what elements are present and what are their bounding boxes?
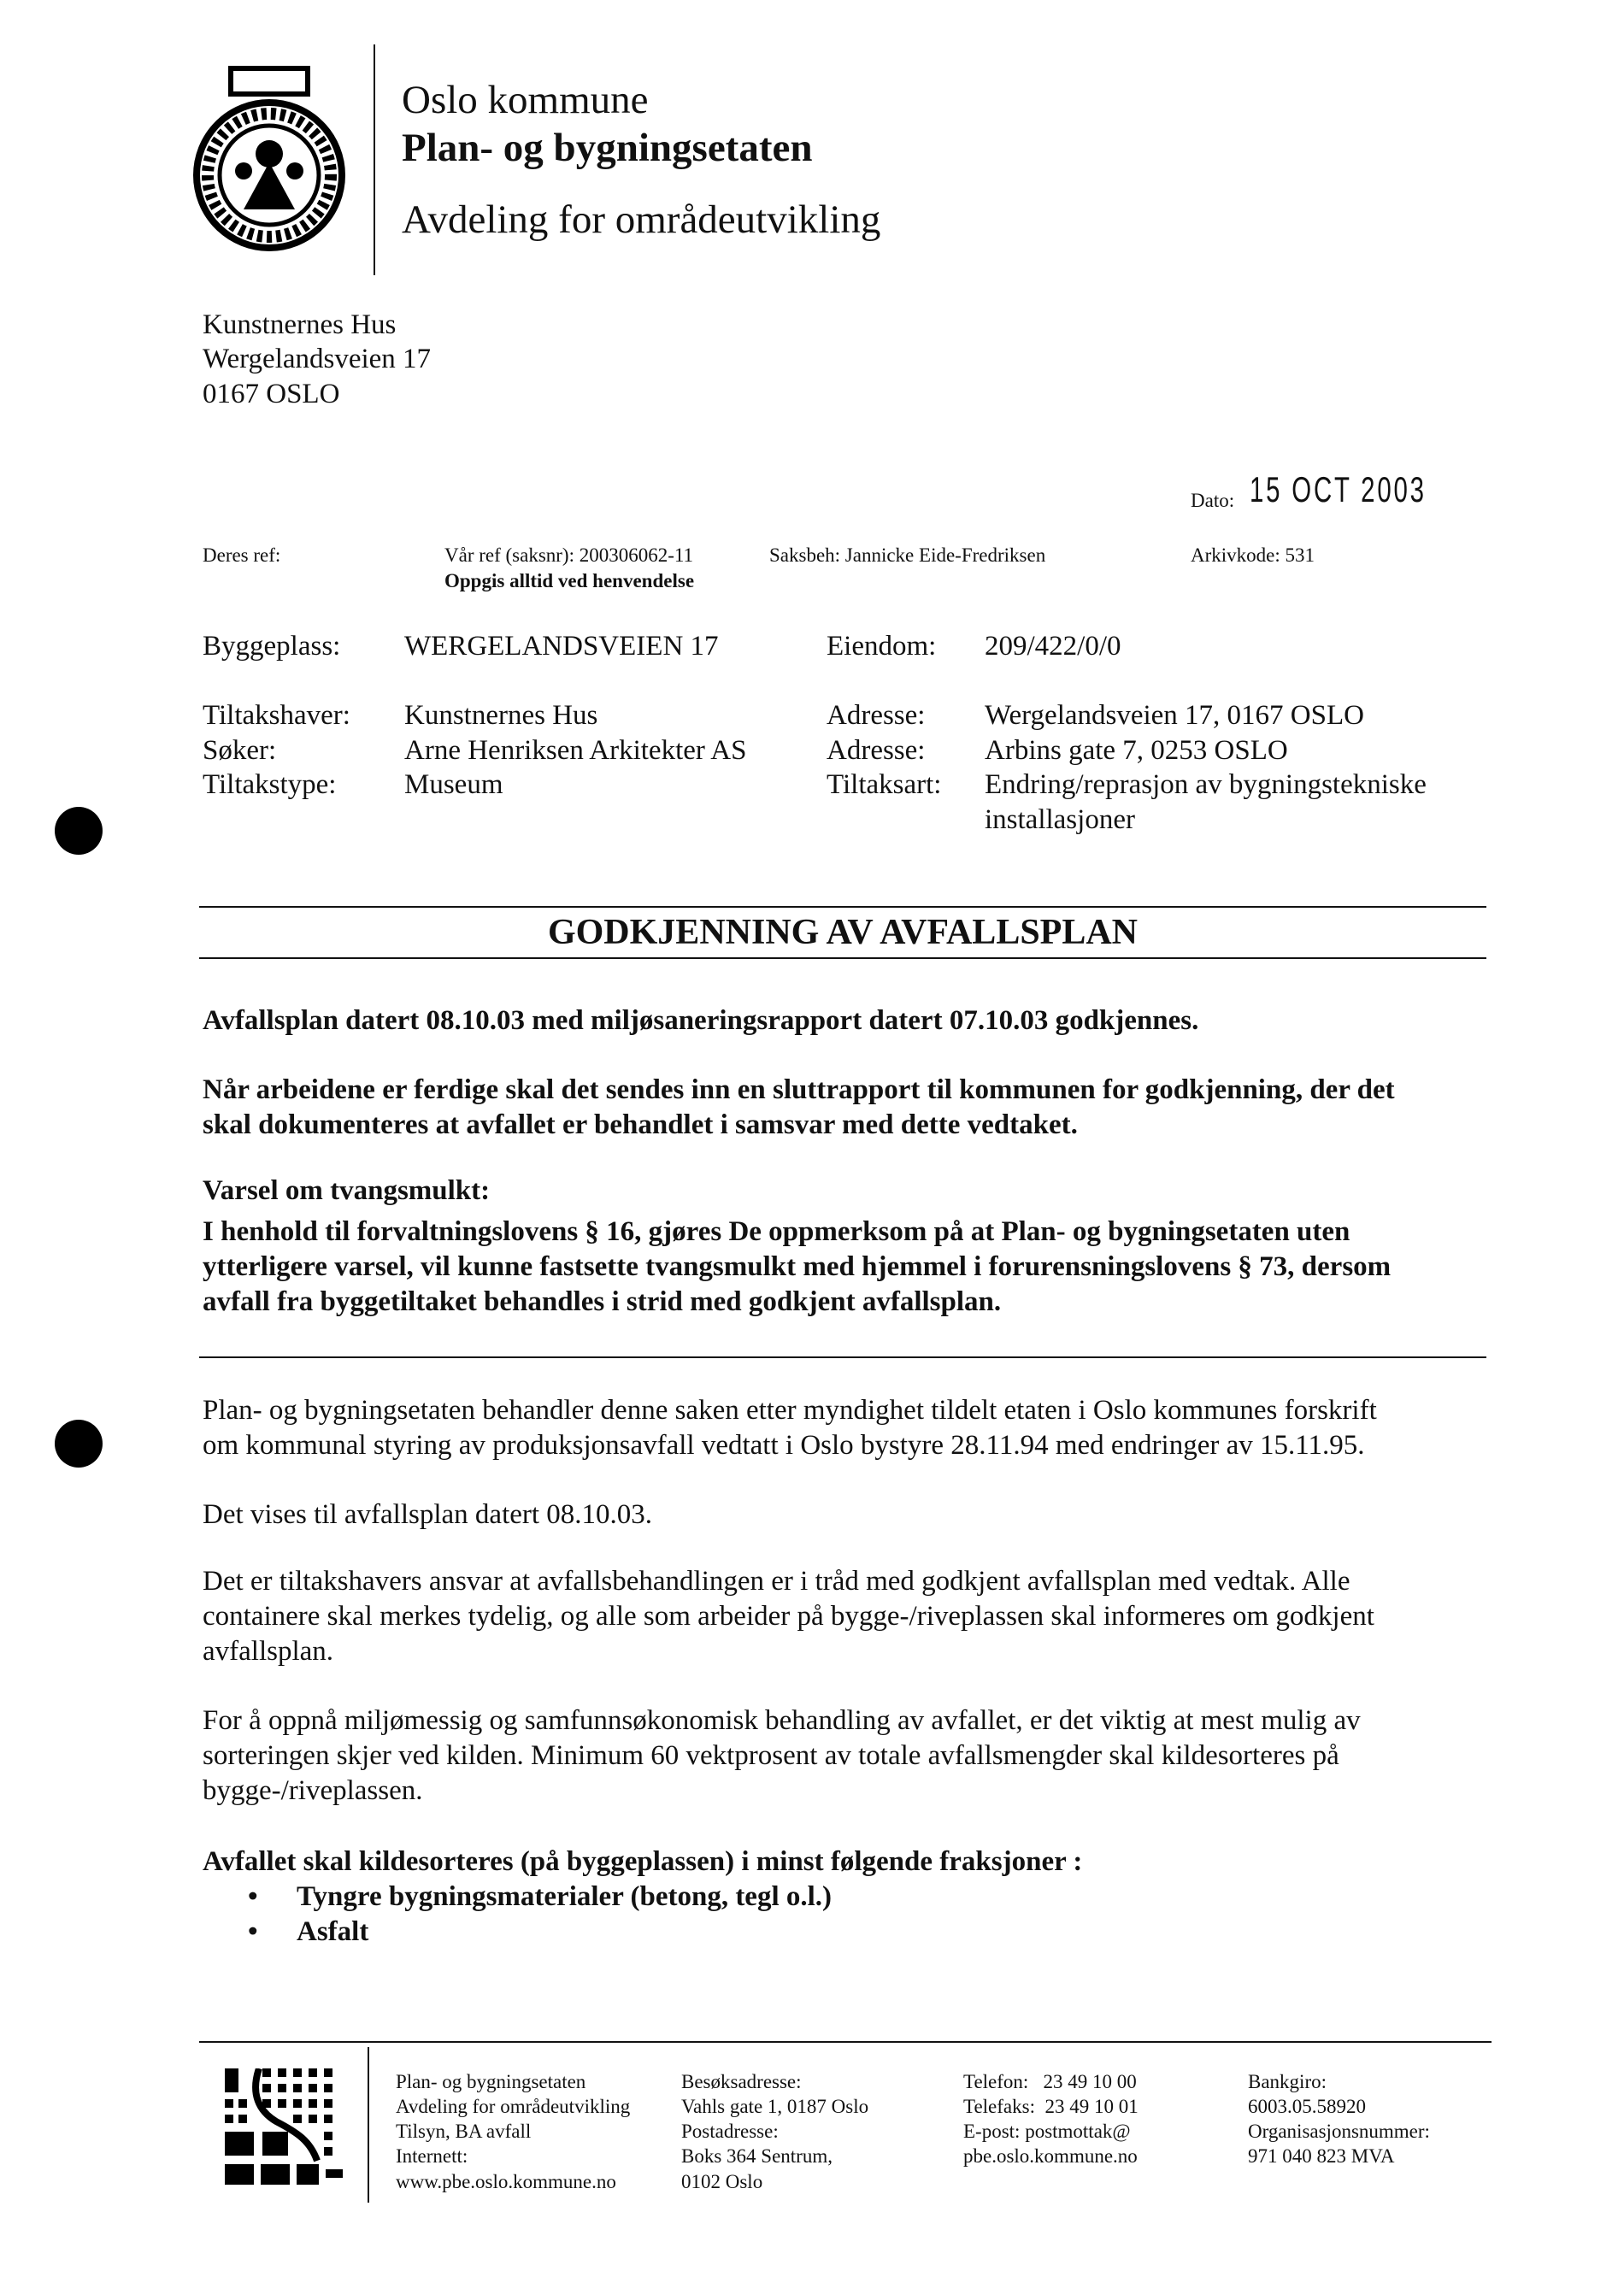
bullet-icon: • bbox=[248, 1881, 258, 1912]
footer-text: Organisasjonsnummer: bbox=[1248, 2121, 1430, 2142]
recipient-line: Wergelandsveien 17 bbox=[203, 344, 432, 374]
decision-text: Avfallsplan datert 08.10.03 med miljøsaneringsrapport datert 07.10.03 godkjennes. bbox=[203, 1005, 1199, 1036]
list-item: Asfalt bbox=[297, 1916, 369, 1947]
bullet-icon: • bbox=[248, 1916, 258, 1947]
body-text: bygge-/riveplassen. bbox=[203, 1775, 423, 1806]
eiendom-value: 209/422/0/0 bbox=[985, 631, 1121, 662]
field-label: Søker: bbox=[203, 735, 277, 766]
footer-text: Tilsyn, BA avfall bbox=[396, 2121, 532, 2142]
footer-text: Telefaks: 23 49 10 01 bbox=[963, 2096, 1139, 2117]
field-value: Arne Henriksen Arkitekter AS bbox=[404, 735, 747, 766]
agency-name: Plan- og bygningsetaten bbox=[402, 126, 813, 170]
footer-text: Boks 364 Sentrum, bbox=[681, 2145, 833, 2167]
arkivkode: Arkivkode: 531 bbox=[1191, 544, 1315, 566]
body-text: containere skal merkes tydelig, og alle som arbeider på bygge-/riveplassen skal informeres om godkjent bbox=[203, 1601, 1374, 1632]
saksbehandler: Saksbeh: Jannicke Eide-Fredriksen bbox=[769, 544, 1046, 566]
field-value: Kunstnernes Hus bbox=[404, 700, 598, 731]
byggeplass-value: WERGELANDSVEIEN 17 bbox=[404, 631, 719, 662]
body-text: avfallsplan. bbox=[203, 1636, 334, 1667]
footer-text: Bankgiro: bbox=[1248, 2071, 1327, 2092]
list-heading: Avfallet skal kildesorteres (på byggeplassen) i minst følgende fraksjoner : bbox=[203, 1846, 1083, 1877]
footer-text: Internett: bbox=[396, 2145, 468, 2167]
body-text: om kommunal styring av produksjonsavfall vedtatt i Oslo bystyre 28.11.94 med endringer av 15.11.95. bbox=[203, 1430, 1365, 1461]
penalty-text: avfall fra byggetiltaket behandles i strid med godkjent avfallsplan. bbox=[203, 1286, 1002, 1317]
footer-text: Avdeling for områdeutvikling bbox=[396, 2096, 631, 2117]
footer-text: 6003.05.58920 bbox=[1248, 2096, 1366, 2117]
field-value: Museum bbox=[404, 769, 503, 800]
footer-text: Telefon: 23 49 10 00 bbox=[963, 2071, 1137, 2092]
field-value: Arbins gate 7, 0253 OSLO bbox=[985, 735, 1288, 766]
footer-rule bbox=[199, 2041, 1492, 2043]
report-text: skal dokumenteres at avfallet er behandlet i samsvar med dette vedtaket. bbox=[203, 1109, 1078, 1140]
footer-website-link[interactable]: www.pbe.oslo.kommune.no bbox=[396, 2171, 616, 2192]
penalty-text: I henhold til forvaltningslovens § 16, gjøres De oppmerksom på at Plan- og bygningsetaten uten bbox=[203, 1216, 1350, 1247]
oslo-seal-logo bbox=[192, 64, 346, 256]
footer-email[interactable]: pbe.oslo.kommune.no bbox=[963, 2145, 1138, 2167]
org-name: Oslo kommune bbox=[402, 78, 649, 122]
field-value: installasjoner bbox=[985, 804, 1135, 835]
list-item: Tyngre bygningsmaterialer (betong, tegl o.l.) bbox=[297, 1881, 833, 1912]
penalty-heading: Varsel om tvangsmulkt: bbox=[203, 1175, 491, 1206]
field-label: Tiltakshaver: bbox=[203, 700, 350, 731]
section-rule bbox=[199, 1356, 1486, 1358]
department-name: Avdeling for områdeutvikling bbox=[402, 197, 881, 242]
body-text: Det er tiltakshavers ansvar at avfallsbehandlingen er i tråd med godkjent avfallsplan med vedtak. Alle bbox=[203, 1566, 1350, 1597]
footer-email[interactable]: E-post: postmottak@ bbox=[963, 2121, 1131, 2142]
field-value: Wergelandsveien 17, 0167 OSLO bbox=[985, 700, 1364, 731]
date-stamp: 15 OCT 2003 bbox=[1250, 469, 1427, 509]
footer-text: Vahls gate 1, 0187 Oslo bbox=[681, 2096, 869, 2117]
footer-text: Plan- og bygningsetaten bbox=[396, 2071, 586, 2092]
recipient-line: Kunstnernes Hus bbox=[203, 309, 397, 340]
recipient-line: 0167 OSLO bbox=[203, 379, 340, 409]
footer-divider bbox=[368, 2047, 369, 2203]
var-ref: Vår ref (saksnr): 200306062-11 bbox=[444, 544, 694, 566]
field-label: Tiltakstype: bbox=[203, 769, 337, 800]
body-text: For å oppnå miljømessig og samfunnsøkonomisk behandling av avfallet, er det viktig at mest mulig av bbox=[203, 1705, 1361, 1736]
oppgis-note: Oppgis alltid ved henvendelse bbox=[444, 570, 695, 591]
footer-text: Postadresse: bbox=[681, 2121, 779, 2142]
body-text: Det vises til avfallsplan datert 08.10.03. bbox=[203, 1499, 653, 1530]
field-label: Adresse: bbox=[827, 735, 926, 766]
footer-text: Besøksadresse: bbox=[681, 2071, 802, 2092]
date-label: Dato: bbox=[1191, 490, 1235, 511]
punch-hole bbox=[55, 807, 103, 855]
report-text: Når arbeidene er ferdige skal det sendes inn en sluttrapport til kommunen for godkjenning, der det bbox=[203, 1074, 1395, 1105]
body-text: sorteringen skjer ved kilden. Minimum 60 vektprosent av totale avfallsmengder skal kildesorteres på bbox=[203, 1740, 1339, 1771]
document-title: GODKJENNING AV AVFALLSPLAN bbox=[547, 913, 1139, 952]
field-label: Adresse: bbox=[827, 700, 926, 731]
byggeplass-label: Byggeplass: bbox=[203, 631, 341, 662]
header-divider bbox=[374, 44, 375, 275]
penalty-text: ytterligere varsel, vil kunne fastsette tvangsmulkt med hjemmel i forurensningslovens § 73, dersom bbox=[203, 1251, 1392, 1282]
title-rule-top bbox=[199, 906, 1486, 908]
footer-text: 0102 Oslo bbox=[681, 2171, 763, 2192]
field-value: Endring/reprasjon av bygningstekniske bbox=[985, 769, 1427, 800]
eiendom-label: Eiendom: bbox=[827, 631, 937, 662]
body-text: Plan- og bygningsetaten behandler denne saken etter myndighet tildelt etaten i Oslo kommunes forskrift bbox=[203, 1395, 1377, 1426]
pbe-logo bbox=[225, 2068, 344, 2188]
title-rule-bottom bbox=[199, 957, 1486, 959]
punch-hole bbox=[55, 1420, 103, 1468]
field-label: Tiltaksart: bbox=[827, 769, 942, 800]
deres-ref: Deres ref: bbox=[203, 544, 281, 566]
footer-text: 971 040 823 MVA bbox=[1248, 2145, 1395, 2167]
